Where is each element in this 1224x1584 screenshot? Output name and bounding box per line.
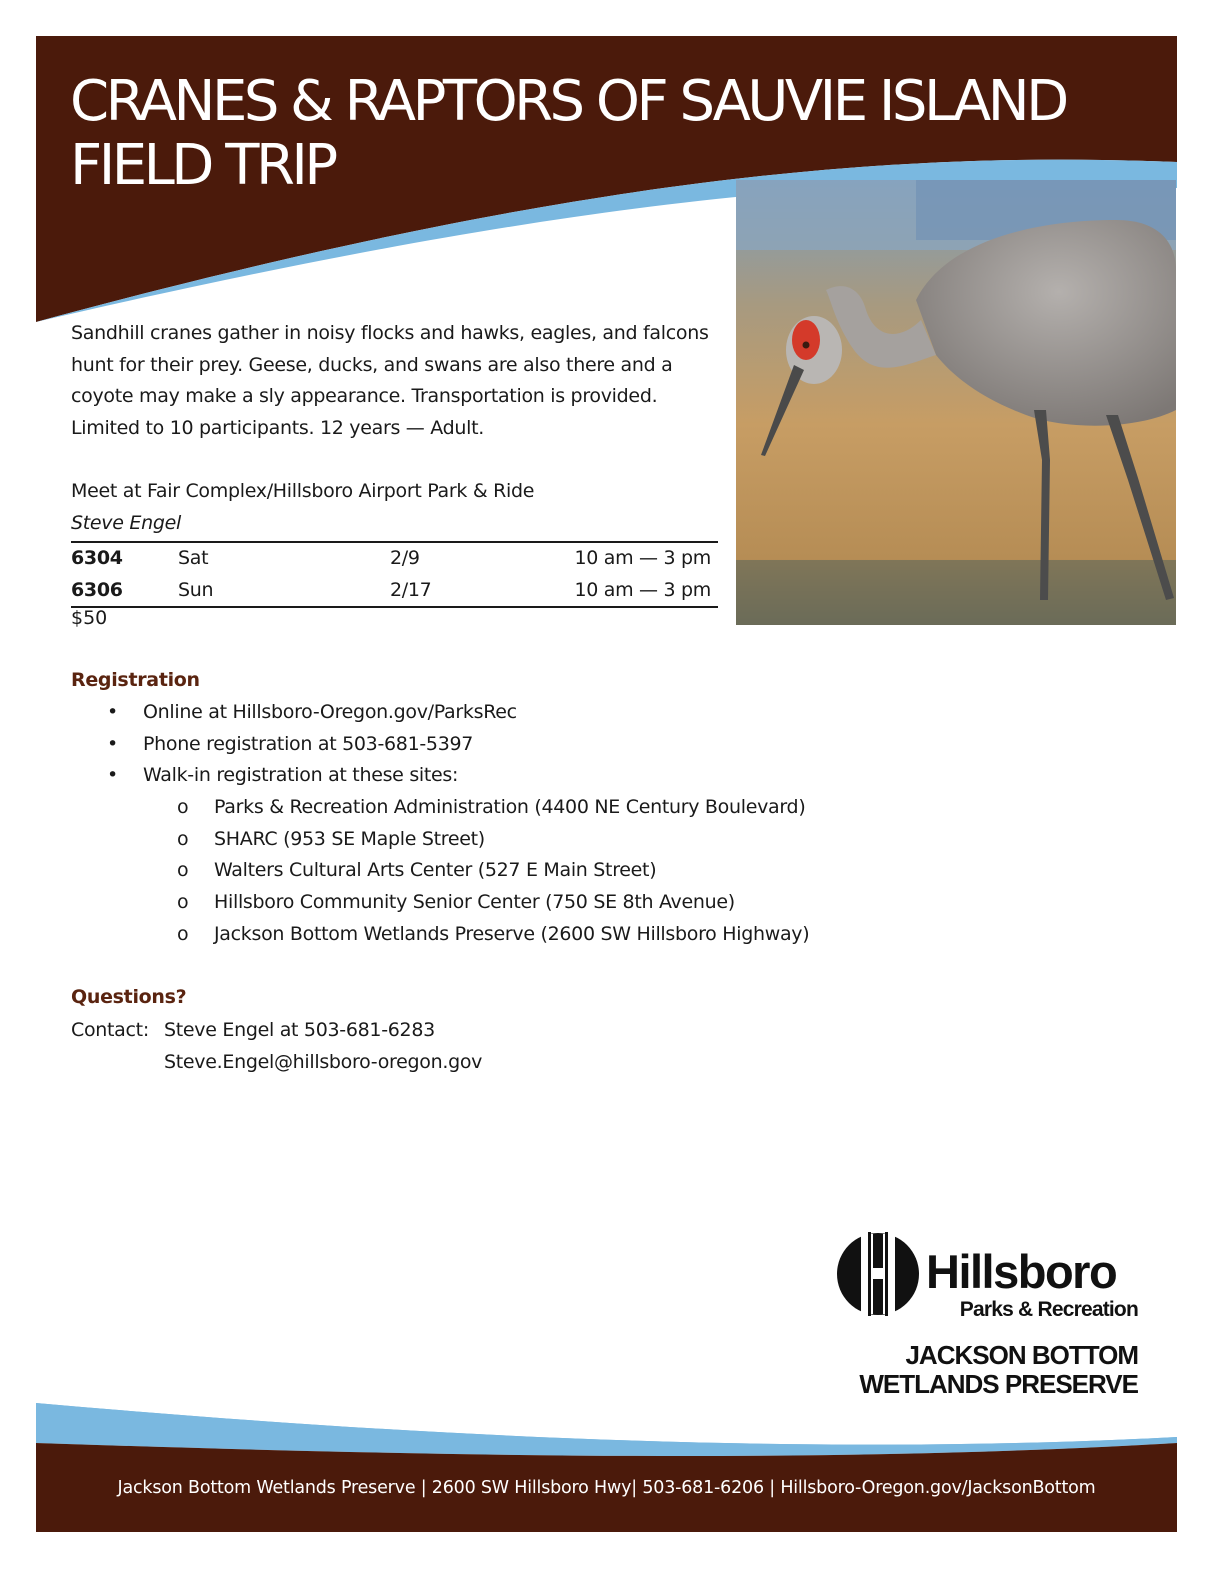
course-date: 2/9: [390, 547, 420, 569]
schedule-row: [71, 543, 718, 575]
questions-heading: Questions?: [71, 986, 187, 1008]
footer-contact: Jackson Bottom Wetlands Preserve | 2600 SW Hillsboro Hwy| 503-681-6206 | Hillsboro-Oregon.gov/JacksonBottom: [117, 1478, 1096, 1498]
course-code: 6306: [71, 578, 123, 601]
logo-name: Hillsboro: [926, 1245, 1117, 1298]
bullet: •: [107, 701, 118, 723]
contact-label: Contact:: [71, 1019, 149, 1041]
meeting-location: Meet at Fair Complex/Hillsboro Airport Park & Ride: [71, 480, 535, 502]
registration-walk-in: Walk-in registration at these sites:: [143, 764, 459, 787]
preserve-name-line-2: WETLANDS PRESERVE: [859, 1369, 1138, 1399]
sub-bullet: o: [177, 891, 189, 914]
course-time: 10 am — 3 pm: [574, 578, 711, 601]
course-day: Sat: [178, 547, 209, 569]
course-day: Sun: [178, 578, 214, 601]
title-line-1: CRANES & RAPTORS OF SAUVIE ISLAND: [70, 69, 1066, 134]
course-date: 2/17: [390, 578, 432, 601]
footer-banner: [0, 1395, 1224, 1535]
schedule-table: [71, 541, 718, 608]
price: $50: [71, 607, 108, 629]
site-name: Hillsboro Community Senior Center (750 SE 8th Avenue): [214, 891, 735, 914]
sub-bullet: o: [177, 796, 189, 819]
site-name: Walters Cultural Arts Center (527 E Main Street): [214, 859, 657, 882]
sub-bullet: o: [177, 922, 189, 945]
registration-online: Online at Hillsboro-Oregon.gov/ParksRec: [143, 701, 517, 723]
logo-subtitle: Parks & Recreation: [959, 1298, 1138, 1321]
sub-bullet: o: [177, 827, 189, 850]
course-time: 10 am — 3 pm: [574, 547, 711, 569]
schedule-row: [71, 575, 718, 607]
registration-phone: Phone registration at 503-681-5397: [143, 732, 474, 755]
hillsboro-h-icon: [836, 1232, 920, 1316]
hillsboro-logo: [836, 1232, 1146, 1402]
contact-phone: Steve Engel at 503-681-6283: [164, 1019, 435, 1041]
registration-heading: Registration: [71, 669, 200, 691]
preserve-name-line-1: JACKSON BOTTOM: [905, 1340, 1138, 1370]
page-title: [70, 70, 1066, 198]
bullet: •: [107, 764, 118, 787]
title-line-2: FIELD TRIP: [70, 133, 335, 198]
site-name: Parks & Recreation Administration (4400 NE Century Boulevard): [214, 796, 806, 819]
bullet: •: [107, 732, 118, 755]
instructor-name: Steve Engel: [71, 512, 181, 534]
contact-email[interactable]: Steve.Engel@hillsboro-oregon.gov: [164, 1051, 483, 1073]
site-name: SHARC (953 SE Maple Street): [214, 827, 485, 850]
site-name: Jackson Bottom Wetlands Preserve (2600 SW Hillsboro Highway): [214, 922, 810, 945]
description: Sandhill cranes gather in noisy flocks and hawks, eagles, and falcons hunt for their prey. Geese, ducks, and swans are also there and a coyote may make a sly appearance. Transportation is provided. Limited to 10 participants. 12 years — Adult.: [71, 322, 709, 440]
course-code: 6304: [71, 547, 123, 569]
sandhill-crane-photo: [736, 180, 1176, 625]
sub-bullet: o: [177, 859, 189, 882]
